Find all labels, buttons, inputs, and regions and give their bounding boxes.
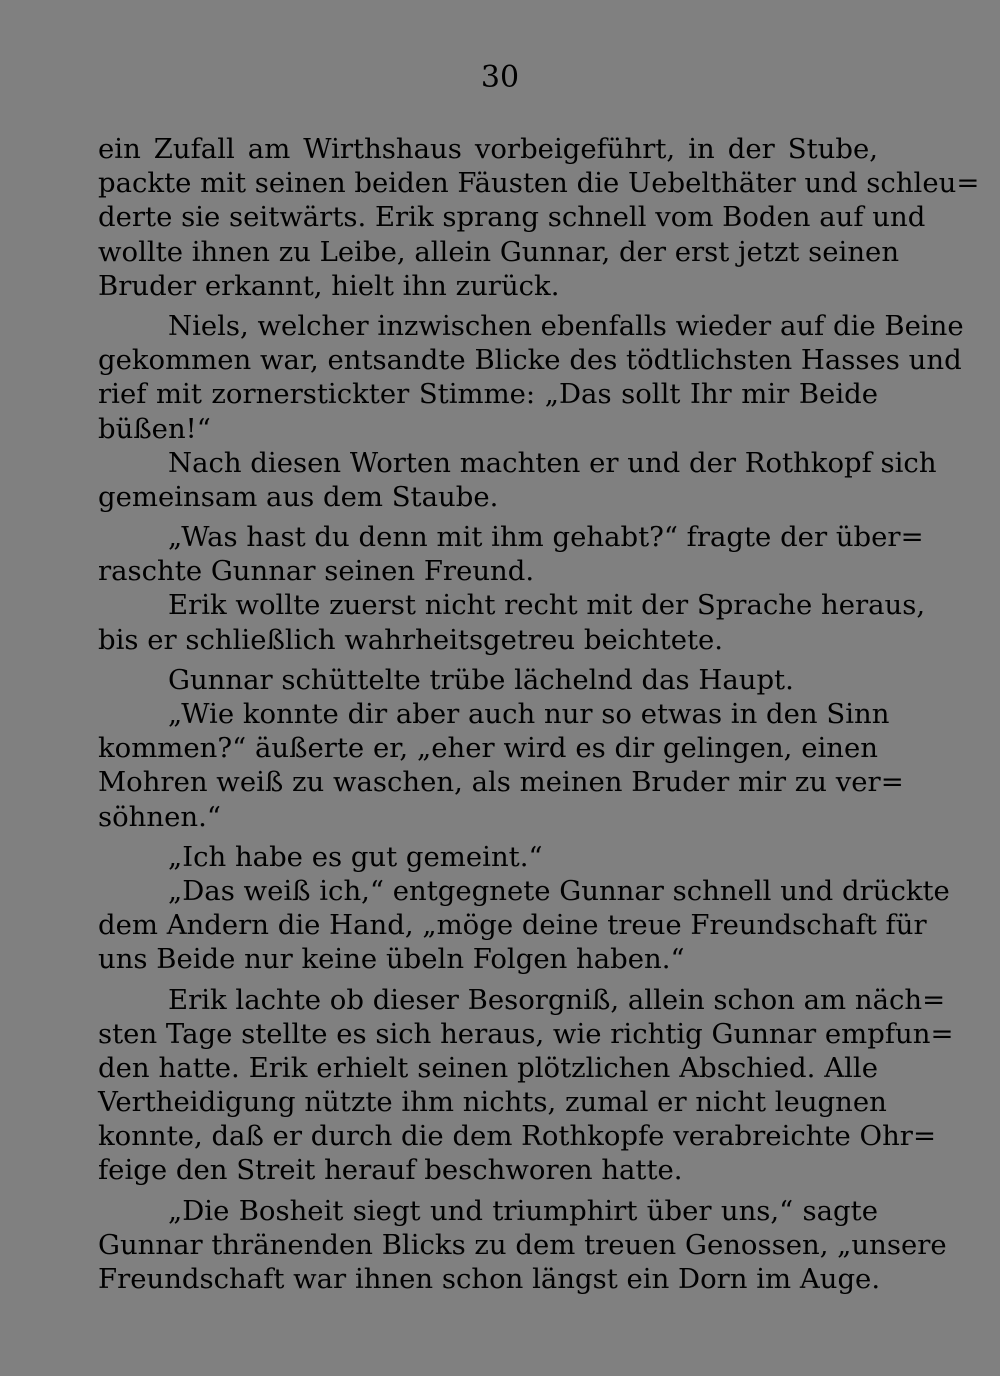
text-line: uns Beide nur keine übeln Folgen haben.“ xyxy=(98,943,685,976)
text-line: ein Zufall am Wirthshaus vorbeigeführt, in der Stube, xyxy=(98,133,878,165)
text-line: bis er schließlich wahrheitsgetreu beichtete. xyxy=(98,623,724,656)
text-line: „Wie konnte dir aber auch nur so etwas in den Sinn xyxy=(168,698,890,730)
text-line: Freundschaft war ihnen schon längst ein Dorn im Auge. xyxy=(98,1263,881,1295)
text-line: sten Tage stellte es sich heraus, wie richtig Gunnar empfun= xyxy=(98,1017,954,1050)
text-line: „Die Bosheit siegt und triumphirt über uns,“ sagte xyxy=(168,1194,878,1227)
text-line: „Ich habe es gut gemeint.“ xyxy=(168,840,543,873)
page-body xyxy=(98,132,980,1296)
text-line: Gunnar schüttelte trübe lächelnd das Haupt. xyxy=(168,663,794,696)
text-line: den hatte. Erik erhielt seinen plötzlichen Abschied. Alle xyxy=(98,1051,878,1084)
text-line: Erik wollte zuerst nicht recht mit der Sprache heraus, xyxy=(168,589,926,622)
text-line: gekommen war, entsandte Blicke des tödtlichsten Hasses und xyxy=(98,344,962,377)
text-line: rief mit zornerstickter Stimme: „Das sollt Ihr mir Beide xyxy=(98,378,878,411)
text-line: derte sie seitwärts. Erik sprang schnell vom Boden auf und xyxy=(98,201,926,234)
page-number: 30 xyxy=(480,60,520,95)
text-line: büßen!“ xyxy=(98,412,211,445)
text-line: Gunnar thränenden Blicks zu dem treuen Genossen, „unsere xyxy=(98,1228,947,1261)
text-line: konnte, daß er durch die dem Rothkopfe verabreichte Ohr= xyxy=(98,1120,936,1153)
text-line: Bruder erkannt, hielt ihn zurück. xyxy=(98,269,560,302)
text-line: Mohren weiß zu waschen, als meinen Bruder mir zu ver= xyxy=(98,766,904,799)
text-line: wollte ihnen zu Leibe, allein Gunnar, der erst jetzt seinen xyxy=(98,235,900,268)
text-line: gemeinsam aus dem Staube. xyxy=(98,480,499,513)
text-line: kommen?“ äußerte er, „eher wird es dir gelingen, einen xyxy=(98,732,878,765)
text-line: dem Andern die Hand, „möge deine treue Freundschaft für xyxy=(98,909,927,942)
text-line: packte mit seinen beiden Fäusten die Uebelthäter und schleu= xyxy=(98,167,980,200)
text-line: Niels, welcher inzwischen ebenfalls wieder auf die Beine xyxy=(168,309,964,342)
text-line: Vertheidigung nützte ihm nichts, zumal er nicht leugnen xyxy=(98,1086,887,1119)
text-line: „Was hast du denn mit ihm gehabt?“ fragte der über= xyxy=(168,521,924,554)
text-line: „Das weiß ich,“ entgegnete Gunnar schnell und drückte xyxy=(168,874,950,907)
text-line: raschte Gunnar seinen Freund. xyxy=(98,555,535,588)
text-line: feige den Streit herauf beschworen hatte. xyxy=(98,1154,683,1187)
text-line: Nach diesen Worten machten er und der Rothkopf sich xyxy=(168,446,937,479)
text-line: Erik lachte ob dieser Besorgniß, allein schon am näch= xyxy=(168,983,946,1016)
text-line: söhnen.“ xyxy=(98,800,221,833)
